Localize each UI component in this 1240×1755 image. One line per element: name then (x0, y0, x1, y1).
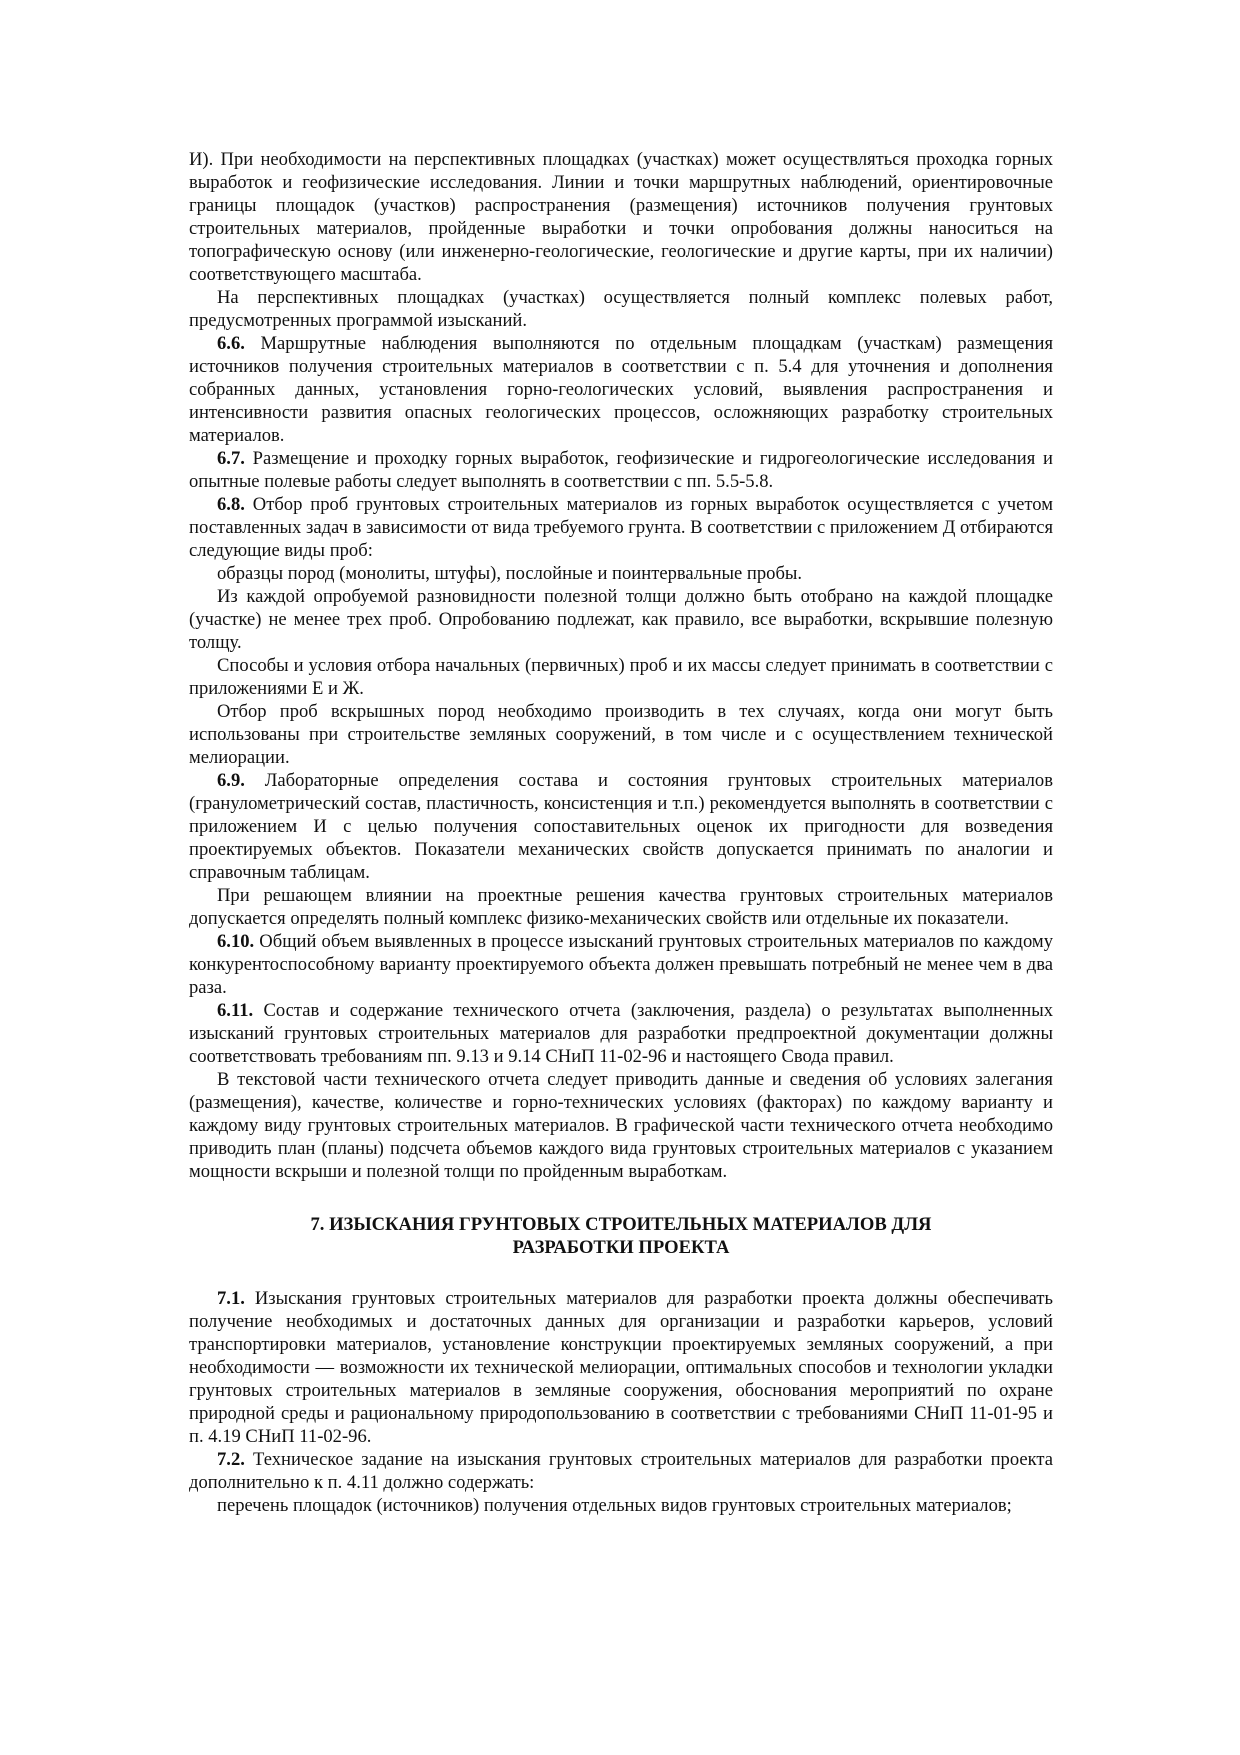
paragraph (189, 148, 1053, 286)
paragraph (189, 1287, 1053, 1448)
clause-number: 6.9. (217, 770, 245, 791)
paragraph (189, 654, 1053, 700)
paragraph-text: На перспективных площадках (участках) осуществляется полный комплекс полевых работ, предусмотренных программой изысканий. (189, 287, 1053, 331)
paragraph-text: Общий объем выявленных в процессе изысканий грунтовых строительных материалов по каждому конкурентоспособному варианту проектируемого объекта должен превышать потребный не менее чем в два раза. (189, 931, 1053, 998)
paragraph-text: Размещение и проходку горных выработок, геофизические и гидрогеологические исследования и опытные полевые работы следует выполнять в соответствии с пп. 5.5-5.8. (189, 448, 1053, 492)
paragraph (189, 1494, 1053, 1517)
paragraph-text: Состав и содержание технического отчета (заключения, раздела) о результатах выполненных изысканий грунтовых строительных материалов для разработки предпроектной документации должны соответствовать требованиям пп. 9.13 и 9.14 СНиП 11-02-96 и настоящего Свода правил. (189, 1000, 1053, 1067)
section-6-continued (189, 148, 1053, 1183)
paragraph-text: Маршрутные наблюдения выполняются по отдельным площадкам (участкам) размещения источников получения строительных материалов в соответствии с п. 5.4 для уточнения и дополнения собранных данных, установления горно-геологических условий, выявления распространения и интенсивности развития опасных геологических процессов, осложняющих разработку строительных материалов. (189, 333, 1053, 446)
paragraph (189, 562, 1053, 585)
paragraph (189, 1448, 1053, 1494)
paragraph-text: Техническое задание на изыскания грунтовых строительных материалов для разработки проекта дополнительно к п. 4.11 должно содержать: (189, 1449, 1053, 1493)
paragraph (189, 930, 1053, 999)
paragraph (189, 769, 1053, 884)
section-7-body (189, 1287, 1053, 1517)
clause-number: 6.10. (217, 931, 255, 952)
section-7-heading (189, 1213, 1053, 1259)
paragraph-text: И). При необходимости на перспективных площадках (участках) может осуществляться проходка горных выработок и геофизические исследования. Линии и точки маршрутных наблюдений, ориентировочные границы площадок (участков) распространения (размещения) источников получения грунтовых строительных материалов, пройденные выработки и точки опробования должны наноситься на топографическую основу (или инженерно-геологические, геологические и другие карты, при их наличии) соответствующего масштаба. (189, 149, 1053, 285)
section-7-heading-line-2: РАЗРАБОТКИ ПРОЕКТА (512, 1237, 730, 1258)
paragraph-text: При решающем влиянии на проектные решения качества грунтовых строительных материалов допускается определять полный комплекс физико-механических свойств или отдельные их показатели. (189, 885, 1053, 929)
paragraph-text: Способы и условия отбора начальных (первичных) проб и их массы следует принимать в соответствии с приложениями Е и Ж. (189, 655, 1053, 699)
clause-number: 6.11. (217, 1000, 254, 1021)
clause-number: 6.7. (217, 448, 245, 469)
document-page (189, 148, 1053, 1517)
paragraph (189, 447, 1053, 493)
paragraph-text: Отбор проб грунтовых строительных материалов из горных выработок осуществляется с учетом поставленных задач в зависимости от вида требуемого грунта. В соответствии с приложением Д отбираются следующие виды проб: (189, 494, 1053, 561)
paragraph-text: Лабораторные определения состава и состояния грунтовых строительных материалов (гранулометрический состав, пластичность, консистенция и т.п.) рекомендуется выполнять в соответствии с приложением И с целью получения сопоставительных оценок их пригодности для возведения проектируемых объектов. Показатели механических свойств допускается принимать по аналогии и справочным таблицам. (189, 770, 1053, 883)
paragraph-text: образцы пород (монолиты, штуфы), послойные и поинтервальные пробы. (217, 563, 803, 584)
paragraph-text: перечень площадок (источников) получения отдельных видов грунтовых строительных материалов; (217, 1495, 1012, 1516)
clause-number: 7.2. (217, 1449, 245, 1470)
clause-number: 6.6. (217, 333, 245, 354)
paragraph (189, 884, 1053, 930)
paragraph (189, 700, 1053, 769)
paragraph (189, 493, 1053, 562)
paragraph (189, 999, 1053, 1068)
paragraph (189, 332, 1053, 447)
paragraph-text: Из каждой опробуемой разновидности полезной толщи должно быть отобрано на каждой площадке (участке) не менее трех проб. Опробованию подлежат, как правило, все выработки, вскрывшие полезную толщу. (189, 586, 1053, 653)
paragraph (189, 585, 1053, 654)
clause-number: 7.1. (217, 1288, 245, 1309)
paragraph-text: Изыскания грунтовых строительных материалов для разработки проекта должны обеспечивать получение необходимых и достаточных данных для организации и разработки карьеров, условий транспортировки материалов, установление конструкции проектируемых земляных сооружений, а при необходимости — возможности их технической мелиорации, оптимальных способов и технологии укладки грунтовых строительных материалов в земляные сооружения, обоснования мероприятий по охране природной среды и рациональному природопользованию в соответствии с требованиями СНиП 11-01-95 и п. 4.19 СНиП 11-02-96. (189, 1288, 1053, 1447)
clause-number: 6.8. (217, 494, 245, 515)
paragraph (189, 286, 1053, 332)
paragraph-text: Отбор проб вскрышных пород необходимо производить в тех случаях, когда они могут быть использованы при строительстве земляных сооружений, в том числе и с осуществлением технической мелиорации. (189, 701, 1053, 768)
paragraph-text: В текстовой части технического отчета следует приводить данные и сведения об условиях залегания (размещения), качестве, количестве и горно-технических условиях (факторах) по каждому варианту и каждому виду грунтовых строительных материалов. В графической части технического отчета необходимо приводить план (планы) подсчета объемов каждого вида грунтовых строительных материалов с указанием мощности вскрыши и полезной толщи по пройденным выработкам. (189, 1069, 1053, 1182)
paragraph (189, 1068, 1053, 1183)
section-7-heading-line-1: 7. ИЗЫСКАНИЯ ГРУНТОВЫХ СТРОИТЕЛЬНЫХ МАТЕРИАЛОВ ДЛЯ (310, 1214, 932, 1235)
